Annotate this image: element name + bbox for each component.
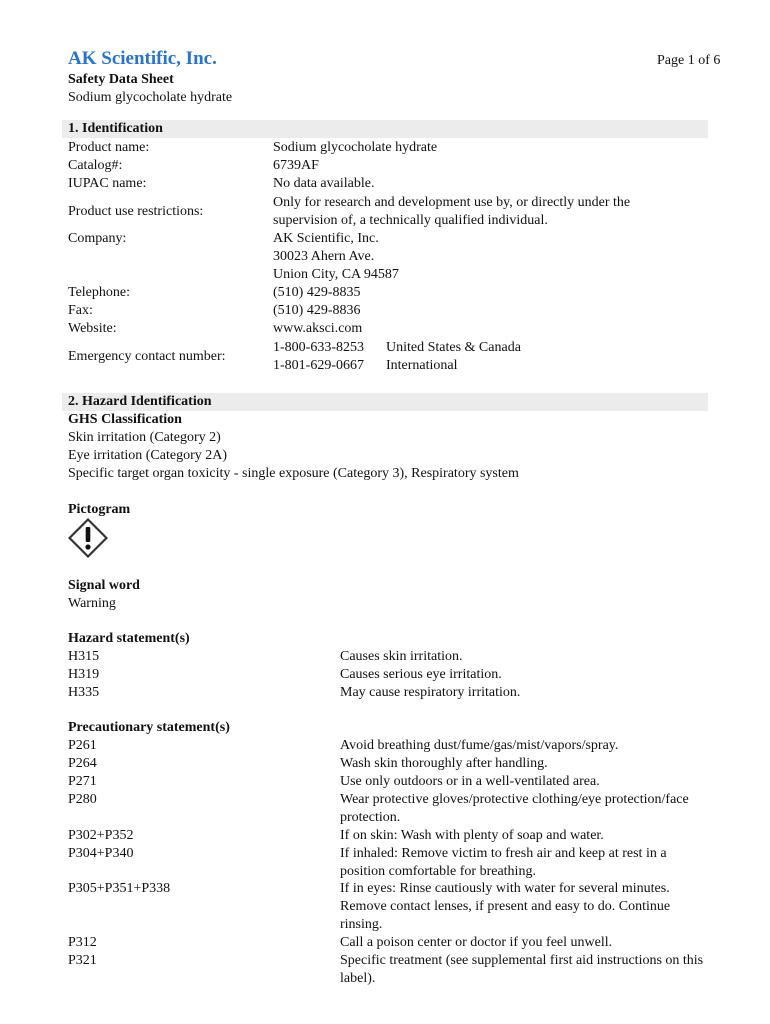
value-company-city: Union City, CA 94587	[273, 267, 399, 282]
ghs-item: Specific target organ toxicity - single exposure (Category 3), Respiratory system	[68, 466, 519, 481]
hazard-code: H319	[68, 667, 100, 682]
ghs-item: Eye irritation (Category 2A)	[68, 448, 228, 463]
emergency-phone-2: 1-801-629-0667	[273, 358, 364, 373]
value-catalog: 6739AF	[273, 158, 319, 173]
hazard-code: H315	[68, 649, 100, 664]
company-name: AK Scientific, Inc.	[68, 48, 217, 69]
label-use-restrictions: Product use restrictions:	[68, 204, 204, 219]
precaution-text: Remove contact lenses, if present and easy to do. Continue	[340, 899, 671, 914]
hazard-text: Causes serious eye irritation.	[340, 667, 502, 682]
precaution-text: position comfortable for breathing.	[340, 864, 536, 879]
precaution-text: label).	[340, 971, 376, 986]
label-company: Company:	[68, 231, 127, 246]
precaution-code: P261	[68, 738, 97, 753]
signal-word: Warning	[68, 596, 116, 611]
precaution-text: Wash skin thoroughly after handling.	[340, 756, 548, 771]
precaution-text: Wear protective gloves/protective clothing/eye protection/face	[340, 792, 689, 807]
label-emergency: Emergency contact number:	[68, 349, 226, 364]
precaution-code: P321	[68, 953, 97, 968]
label-website: Website:	[68, 321, 117, 336]
hazard-text: Causes skin irritation.	[340, 649, 463, 664]
precaution-code: P312	[68, 935, 97, 950]
emergency-region-1: United States & Canada	[386, 340, 521, 355]
precaution-text: rinsing.	[340, 917, 383, 932]
label-catalog: Catalog#:	[68, 158, 123, 173]
ghs-heading: GHS Classification	[68, 412, 182, 427]
precaution-text: Call a poison center or doctor if you feel unwell.	[340, 935, 613, 950]
product-subtitle: Sodium glycocholate hydrate	[68, 90, 233, 105]
precautionary-statements-heading: Precautionary statement(s)	[68, 720, 230, 735]
label-telephone: Telephone:	[68, 285, 130, 300]
precaution-code: P280	[68, 792, 97, 807]
page-number: Page 1 of 6	[657, 53, 721, 68]
hazard-code: H335	[68, 685, 100, 700]
value-telephone: (510) 429-8835	[273, 285, 361, 300]
section-title-identification: 1. Identification	[68, 121, 163, 136]
ghs-item: Skin irritation (Category 2)	[68, 430, 221, 445]
signal-word-heading: Signal word	[68, 578, 140, 593]
precaution-text: protection.	[340, 810, 401, 825]
value-website[interactable]: www.aksci.com	[273, 321, 363, 336]
exclamation-mark-diamond-icon	[68, 518, 108, 558]
value-company-name: AK Scientific, Inc.	[273, 231, 379, 246]
precaution-text: If on skin: Wash with plenty of soap and water.	[340, 828, 604, 843]
value-iupac: No data available.	[273, 176, 375, 191]
label-fax: Fax:	[68, 303, 93, 318]
emergency-region-2: International	[386, 358, 458, 373]
document-type: Safety Data Sheet	[68, 72, 174, 87]
value-product-name: Sodium glycocholate hydrate	[273, 140, 438, 155]
hazard-statements-heading: Hazard statement(s)	[68, 631, 190, 646]
value-use-restrictions-line1: Only for research and development use by, or directly under the	[273, 195, 631, 210]
precaution-text: If in eyes: Rinse cautiously with water for several minutes.	[340, 881, 670, 896]
hazard-text: May cause respiratory irritation.	[340, 685, 521, 700]
precaution-code: P271	[68, 774, 97, 789]
precaution-text: Avoid breathing dust/fume/gas/mist/vapors/spray.	[340, 738, 619, 753]
precaution-code: P304+P340	[68, 846, 134, 861]
section-title-hazard: 2. Hazard Identification	[68, 394, 212, 409]
precaution-code: P302+P352	[68, 828, 134, 843]
value-use-restrictions-line2: supervision of, a technically qualified individual.	[273, 213, 548, 228]
label-iupac: IUPAC name:	[68, 176, 147, 191]
precaution-code: P264	[68, 756, 97, 771]
label-product-name: Product name:	[68, 140, 150, 155]
precaution-text: Specific treatment (see supplemental first aid instructions on this	[340, 953, 704, 968]
precaution-text: Use only outdoors or in a well-ventilated area.	[340, 774, 600, 789]
precaution-code: P305+P351+P338	[68, 881, 171, 896]
pictogram-heading: Pictogram	[68, 502, 131, 517]
emergency-phone-1: 1-800-633-8253	[273, 340, 364, 355]
value-company-street: 30023 Ahern Ave.	[273, 249, 375, 264]
value-fax: (510) 429-8836	[273, 303, 361, 318]
precaution-text: If inhaled: Remove victim to fresh air and keep at rest in a	[340, 846, 667, 861]
